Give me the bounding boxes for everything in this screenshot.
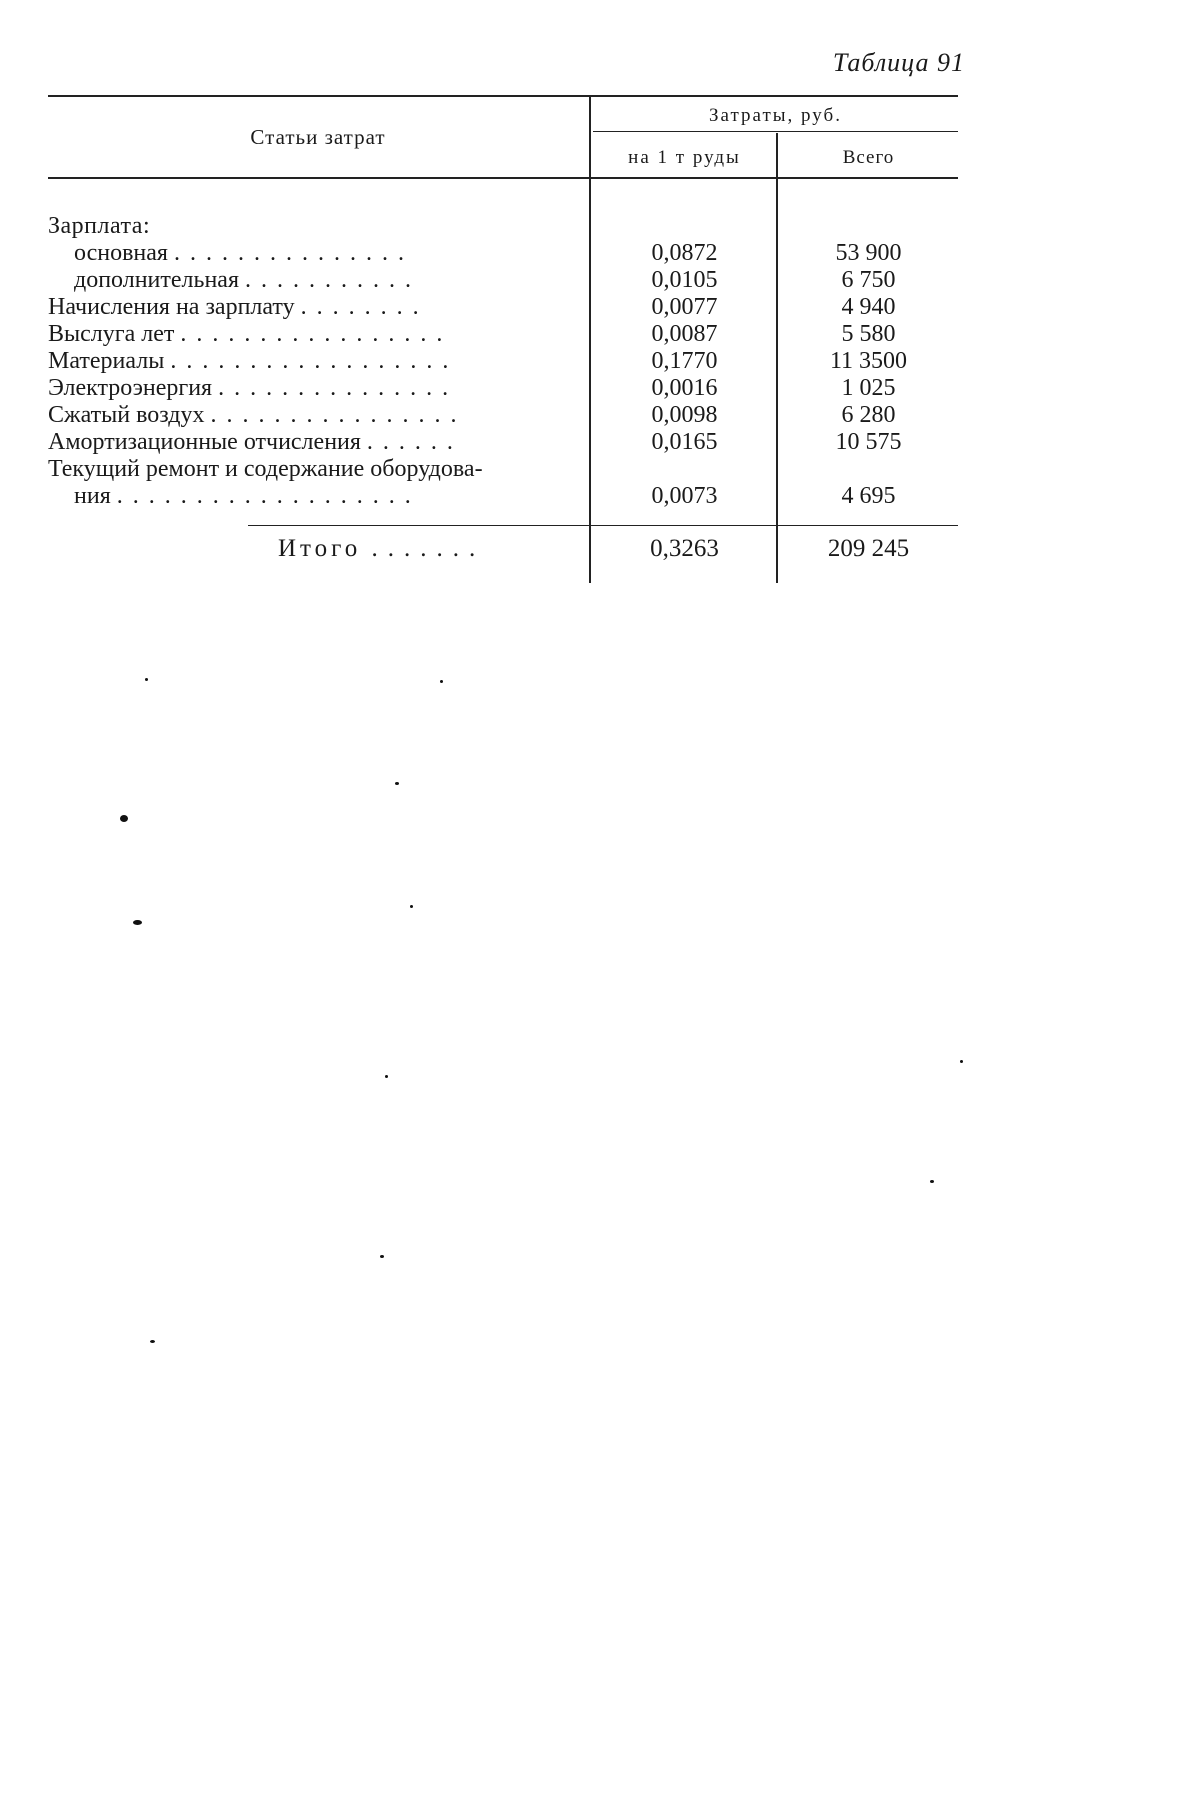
row-per-ton: 0,0016	[651, 375, 718, 401]
total-row	[48, 535, 958, 575]
header-total: Всего	[842, 147, 895, 168]
row-total: 6 750	[841, 267, 896, 293]
row-label: основная ...............	[74, 240, 414, 266]
table-row	[48, 321, 958, 348]
scan-speck	[440, 680, 443, 683]
row-label: Амортизационные отчисления ......	[48, 429, 463, 455]
row-per-ton: 0,1770	[651, 348, 718, 374]
row-total: 1 025	[841, 375, 896, 401]
row-label: ния ...................	[74, 483, 421, 509]
table-row	[48, 429, 958, 456]
row-label: дополнительная ...........	[74, 267, 421, 293]
row-label: Выслуга лет .................	[48, 321, 453, 347]
top-rule	[48, 95, 958, 97]
row-total: 5 580	[841, 321, 896, 347]
scan-speck	[120, 815, 128, 822]
table-row	[48, 402, 958, 429]
row-label: Электроэнергия ...............	[48, 375, 459, 401]
header-articles: Статьи затрат	[250, 125, 386, 149]
scan-speck	[410, 905, 413, 908]
table-row	[48, 456, 958, 483]
table-row	[48, 294, 958, 321]
row-per-ton: 0,0073	[651, 483, 718, 509]
scan-speck	[385, 1075, 388, 1078]
row-label: Начисления на зарплату ........	[48, 294, 429, 320]
row-per-ton: 0,0105	[651, 267, 718, 293]
row-total: 11 3500	[829, 348, 908, 374]
table-row	[48, 483, 958, 510]
row-label: Зарплата:	[48, 213, 151, 239]
table-row	[48, 240, 958, 267]
total-top-rule	[248, 525, 958, 526]
table-row	[48, 213, 958, 240]
total-total: 209 245	[827, 535, 910, 562]
row-total: 10 575	[835, 429, 902, 455]
row-per-ton: 0,0087	[651, 321, 718, 347]
header-per-ton: на 1 т руды	[628, 147, 741, 168]
scan-speck	[133, 920, 142, 925]
scan-speck	[150, 1340, 155, 1343]
header-bottom-rule	[48, 177, 958, 179]
row-label: Материалы ..................	[48, 348, 459, 374]
row-label: Текущий ремонт и содержание оборудова-	[48, 456, 483, 482]
group-rule	[593, 131, 958, 132]
table-body	[48, 213, 958, 510]
table-caption: Таблица 91	[832, 48, 965, 77]
row-total: 4 695	[841, 483, 896, 509]
row-total: 6 280	[841, 402, 896, 428]
scan-speck	[380, 1255, 384, 1258]
header-costs-group: Затраты, руб.	[709, 105, 842, 126]
total-label: Итого .......	[278, 535, 486, 562]
row-total: 4 940	[841, 294, 896, 320]
row-per-ton: 0,0165	[651, 429, 718, 455]
scan-speck	[145, 678, 148, 681]
row-per-ton: 0,0077	[651, 294, 718, 320]
table-row	[48, 267, 958, 294]
row-per-ton: 0,0872	[651, 240, 718, 266]
table-row	[48, 375, 958, 402]
row-label: Сжатый воздух ................	[48, 402, 467, 428]
table-row	[48, 348, 958, 375]
scan-speck	[395, 782, 399, 785]
row-total: 53 900	[835, 240, 902, 266]
scan-speck	[960, 1060, 963, 1063]
scan-speck	[930, 1180, 934, 1183]
row-per-ton: 0,0098	[651, 402, 718, 428]
total-per-ton: 0,3263	[650, 535, 719, 562]
